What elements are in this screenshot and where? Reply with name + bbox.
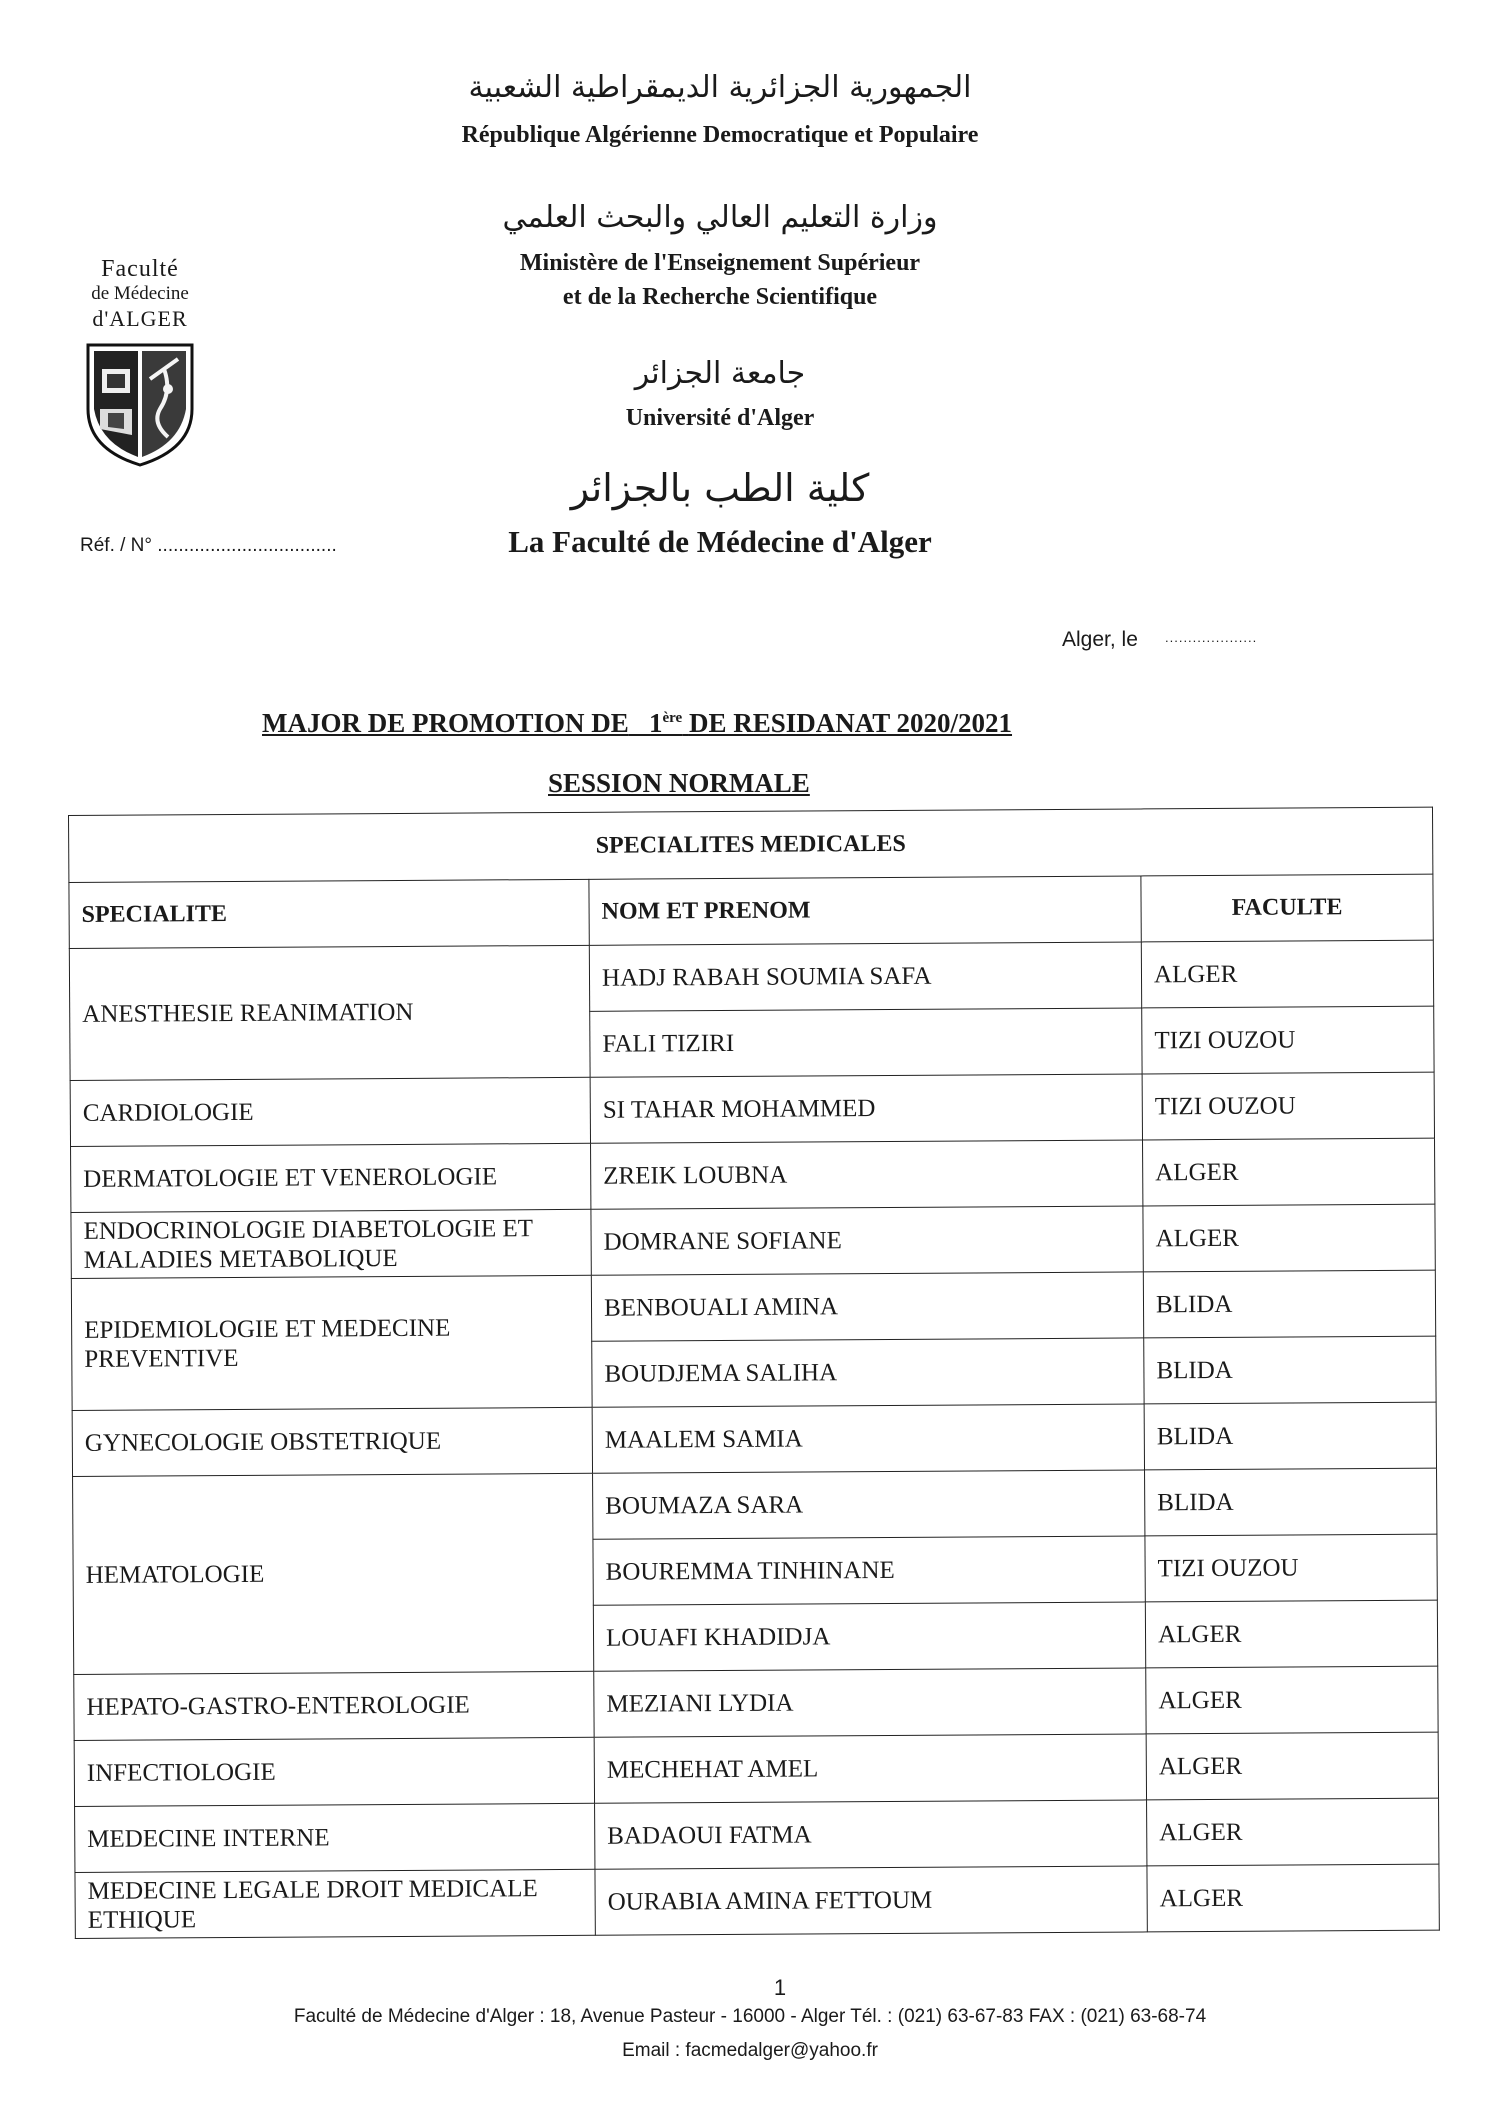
specialite-cell: DERMATOLOGIE ET VENEROLOGIE bbox=[71, 1143, 591, 1212]
faculty-arabic: كلية الطب بالجزائر bbox=[570, 466, 870, 510]
table-section-row bbox=[69, 807, 1433, 882]
session-title: SESSION NORMALE bbox=[548, 768, 810, 798]
table-row bbox=[69, 940, 1433, 1014]
nom-cell: BOUMAZA SARA bbox=[593, 1470, 1145, 1539]
faculte-cell: ALGER bbox=[1146, 1666, 1438, 1734]
table-row bbox=[71, 1138, 1435, 1212]
nom-cell: SI TAHAR MOHAMMED bbox=[590, 1074, 1142, 1143]
table-row bbox=[74, 1732, 1438, 1806]
ministry-french-line2: et de la Recherche Scientifique bbox=[562, 284, 878, 310]
faculte-cell: ALGER bbox=[1143, 1138, 1435, 1206]
document-title bbox=[262, 708, 1012, 739]
table-row bbox=[72, 1402, 1436, 1476]
nom-cell: MAALEM SAMIA bbox=[592, 1404, 1144, 1473]
faculte-cell: ALGER bbox=[1146, 1732, 1438, 1800]
university-french: Université d'Alger bbox=[625, 405, 815, 431]
table-row bbox=[75, 1864, 1439, 1938]
page-number: 1 bbox=[773, 1975, 787, 2000]
column-header-nom: NOM ET PRENOM bbox=[589, 876, 1141, 945]
specialite-cell: INFECTIOLOGIE bbox=[74, 1737, 594, 1806]
faculte-cell: BLIDA bbox=[1143, 1270, 1435, 1338]
nom-cell: BENBOUALI AMINA bbox=[591, 1272, 1143, 1341]
title-before: MAJOR DE PROMOTION DE bbox=[262, 708, 629, 738]
faculte-cell: TIZI OUZOU bbox=[1145, 1534, 1437, 1602]
table-row bbox=[74, 1666, 1438, 1740]
faculty-logo bbox=[70, 255, 210, 475]
table-row bbox=[70, 1072, 1434, 1146]
column-header-faculte: FACULTE bbox=[1141, 874, 1433, 942]
nom-cell: DOMRANE SOFIANE bbox=[591, 1206, 1143, 1275]
table-row bbox=[71, 1204, 1435, 1278]
specialite-cell: HEPATO-GASTRO-ENTEROLOGIE bbox=[74, 1671, 594, 1740]
table-row bbox=[75, 1798, 1439, 1872]
table-section-title: SPECIALITES MEDICALES bbox=[69, 807, 1433, 882]
ministry-french-line1: Ministère de l'Enseignement Supérieur bbox=[519, 250, 921, 276]
nom-cell: BOUDJEMA SALIHA bbox=[592, 1338, 1144, 1407]
university-arabic: جامعة الجزائر bbox=[634, 356, 806, 391]
faculte-cell: BLIDA bbox=[1145, 1468, 1437, 1536]
nom-cell: LOUAFI KHADIDJA bbox=[593, 1602, 1145, 1671]
faculte-cell: ALGER bbox=[1147, 1864, 1439, 1932]
table-header-row bbox=[69, 874, 1433, 948]
specialite-cell: MEDECINE LEGALE DROIT MEDICALE ETHIQUE bbox=[75, 1869, 595, 1938]
logo-line2: de Médecine bbox=[91, 283, 189, 304]
specialite-cell: HEMATOLOGIE bbox=[73, 1473, 594, 1674]
table-row bbox=[71, 1270, 1435, 1344]
nom-cell: MECHEHAT AMEL bbox=[594, 1734, 1146, 1803]
specialite-cell: MEDECINE INTERNE bbox=[75, 1803, 595, 1872]
logo-line3: d'ALGER bbox=[92, 306, 188, 331]
table-row bbox=[73, 1468, 1437, 1542]
faculte-cell: BLIDA bbox=[1144, 1336, 1436, 1404]
reference-number-field: Réf. / N° .................................. bbox=[80, 535, 337, 556]
faculte-cell: ALGER bbox=[1145, 1600, 1437, 1668]
faculte-cell: ALGER bbox=[1141, 940, 1433, 1008]
logo-line1: Faculté bbox=[101, 256, 179, 282]
nom-cell: FALI TIZIRI bbox=[590, 1008, 1142, 1077]
nom-cell: HADJ RABAH SOUMIA SAFA bbox=[589, 942, 1141, 1011]
specialite-cell: GYNECOLOGIE OBSTETRIQUE bbox=[72, 1407, 592, 1476]
ministry-arabic: وزارة التعليم العالي والبحث العلمي bbox=[502, 200, 938, 235]
date-dots: .................... bbox=[1165, 630, 1258, 645]
specialite-cell: EPIDEMIOLOGIE ET MEDECINE PREVENTIVE bbox=[71, 1275, 592, 1410]
results-table bbox=[68, 807, 1440, 1939]
column-header-specialite: SPECIALITE bbox=[69, 879, 589, 948]
specialite-cell: CARDIOLOGIE bbox=[70, 1077, 590, 1146]
date-label: Alger, le bbox=[1062, 628, 1138, 651]
faculte-cell: TIZI OUZOU bbox=[1142, 1006, 1434, 1074]
nom-cell: BOUREMMA TINHINANE bbox=[593, 1536, 1145, 1605]
specialite-cell: ENDOCRINOLOGIE DIABETOLOGIE ET MALADIES METABOLIQUE bbox=[71, 1209, 591, 1278]
title-ordinal: 1 bbox=[649, 708, 663, 738]
nom-cell: MEZIANI LYDIA bbox=[594, 1668, 1146, 1737]
faculte-cell: TIZI OUZOU bbox=[1142, 1072, 1434, 1140]
faculte-cell: ALGER bbox=[1147, 1798, 1439, 1866]
nom-cell: BADAOUI FATMA bbox=[595, 1800, 1147, 1869]
specialite-cell: ANESTHESIE REANIMATION bbox=[69, 945, 590, 1080]
nom-cell: ZREIK LOUBNA bbox=[591, 1140, 1143, 1209]
footer-address: Faculté de Médecine d'Alger : 18, Avenue Pasteur - 16000 - Alger Tél. : (021) 63-67-83 FAX : (021) 63-68-74 bbox=[293, 2006, 1207, 2027]
title-after: DE RESIDANAT 2020/2021 bbox=[688, 708, 1013, 738]
faculte-cell: ALGER bbox=[1143, 1204, 1435, 1272]
republic-french: République Algérienne Democratique et Populaire bbox=[461, 122, 979, 148]
nom-cell: OURABIA AMINA FETTOUM bbox=[595, 1866, 1147, 1935]
faculte-cell: BLIDA bbox=[1144, 1402, 1436, 1470]
title-ordinal-sup: ère bbox=[662, 710, 683, 726]
faculty-french: La Faculté de Médecine d'Alger bbox=[508, 524, 932, 559]
republic-arabic: الجمهورية الجزائرية الديمقراطية الشعبية bbox=[468, 70, 972, 105]
coat-of-arms-icon bbox=[80, 339, 200, 469]
footer-email: Email : facmedalger@yahoo.fr bbox=[622, 2040, 878, 2061]
